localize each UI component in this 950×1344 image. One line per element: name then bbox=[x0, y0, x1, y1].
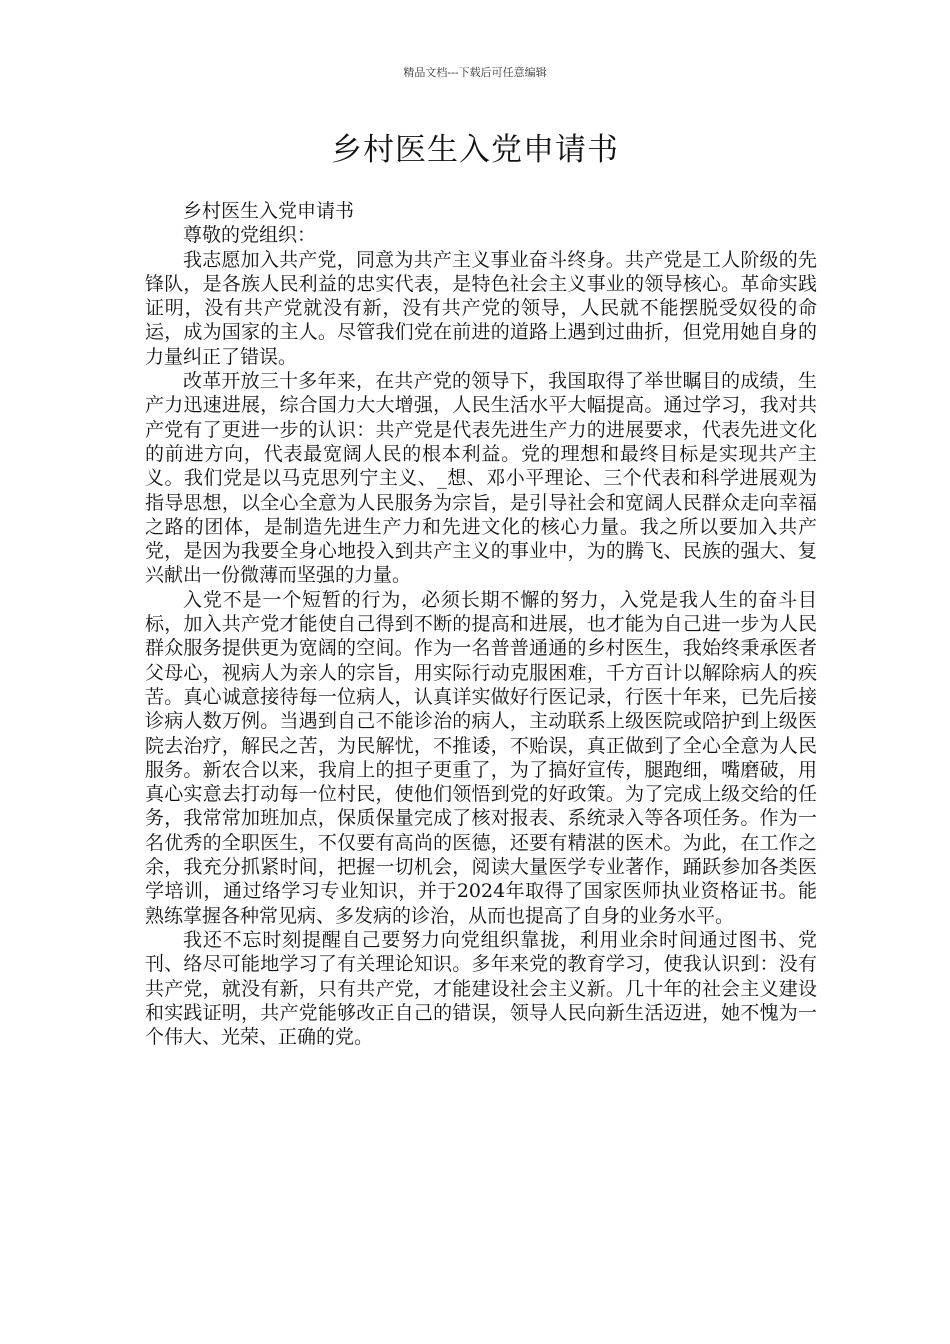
document-subtitle: 乡村医生入党申请书 bbox=[183, 200, 355, 222]
document-body bbox=[145, 199, 817, 1049]
page-header-note: 精品文档---下载后可任意编辑 bbox=[403, 66, 547, 79]
body-paragraph-2: 改革开放三十多年来，在共产党的领导下，我国取得了举世瞩目的成绩，生产力迅速进展，综合国力大大增强，人民生活水平大幅提高。通过学习，我对共产党有了更进一步的认识：共产党是代表先进生产力的进展要求，代表先进文化的前进方向，代表最宽阔人民的根本利益。党的理想和最终目标是实现共产主义。我们党是以马克思列宁主义、_想、邓小平理论、三个代表和科学进展观为指导思想，以全心全意为人民服务为宗旨，是引导社会和宽阔人民群众走向幸福之路的团体，是制造先进生产力和先进文化的核心力量。我之所以要加入共产党，是因为我要全身心地投入到共产主义的事业中，为的腾飞、民族的强大、复兴献出一份微薄而坚强的力量。 bbox=[145, 370, 817, 587]
salutation: 尊敬的党组织： bbox=[183, 224, 317, 247]
body-paragraph-4: 我还不忘时刻提醒自己要努力向党组织靠拢，利用业余时间通过图书、党刊、络尽可能地学习了有关理论知识。多年来党的教育学习，使我认识到：没有共产党，就没有新，只有共产党，才能建设社会主义新。几十年的社会主义建设和实践证明，共产党能够改正自己的错误，领导人民向新生活迈进，她不愧为一个伟大、光荣、正确的党。 bbox=[145, 928, 817, 1049]
body-paragraph-1: 我志愿加入共产党，同意为共产主义事业奋斗终身。共产党是工人阶级的先锋队，是各族人民利益的忠实代表，是特色社会主义事业的领导核心。革命实践证明，没有共产党就没有新，没有共产党的领导，人民就不能摆脱受奴役的命运，成为国家的主人。尽管我们党在前进的道路上遇到过曲折，但党用她自身的力量纠正了错误。 bbox=[145, 248, 817, 368]
document-title: 乡村医生入党申请书 bbox=[331, 132, 619, 168]
body-paragraph-3: 入党不是一个短暂的行为，必须长期不懈的努力，入党是我人生的奋斗目标，加入共产党才能使自己得到不断的提高和进展，也才能为自己进一步为人民群众服务提供更为宽阔的空间。作为一名普普通通的乡村医生，我始终秉承医者父母心，视病人为亲人的宗旨，用实际行动克服困难，千方百计以解除病人的疾苦。真心诚意接待每一位病人，认真详实做好行医记录，行医十年来，已先后接诊病人数万例。当遇到自己不能诊治的病人，主动联系上级医院或陪护到上级医院去治疗，解民之苦，为民解忧，不推诿，不贻误，真正做到了全心全意为人民服务。新农合以来，我肩上的担子更重了，为了搞好宣传，腿跑细，嘴磨破，用真心实意去打动每一位村民，使他们领悟到党的好政策。为了完成上级交给的任务，我常常加班加点，保质保量完成了核对报表、系统录入等各项任务。作为一名优秀的全职医生，不仅要有高尚的医德，还要有精湛的医术。为此，在工作之余，我充分抓紧时间，把握一切机会，阅读大量医学专业著作，踊跃参加各类医学培训，通过络学习专业知识，并于2024年取得了国家医师执业资格证书。能熟练掌握各种常见病、多发病的诊治，从而也提高了自身的业务水平。 bbox=[145, 588, 817, 927]
